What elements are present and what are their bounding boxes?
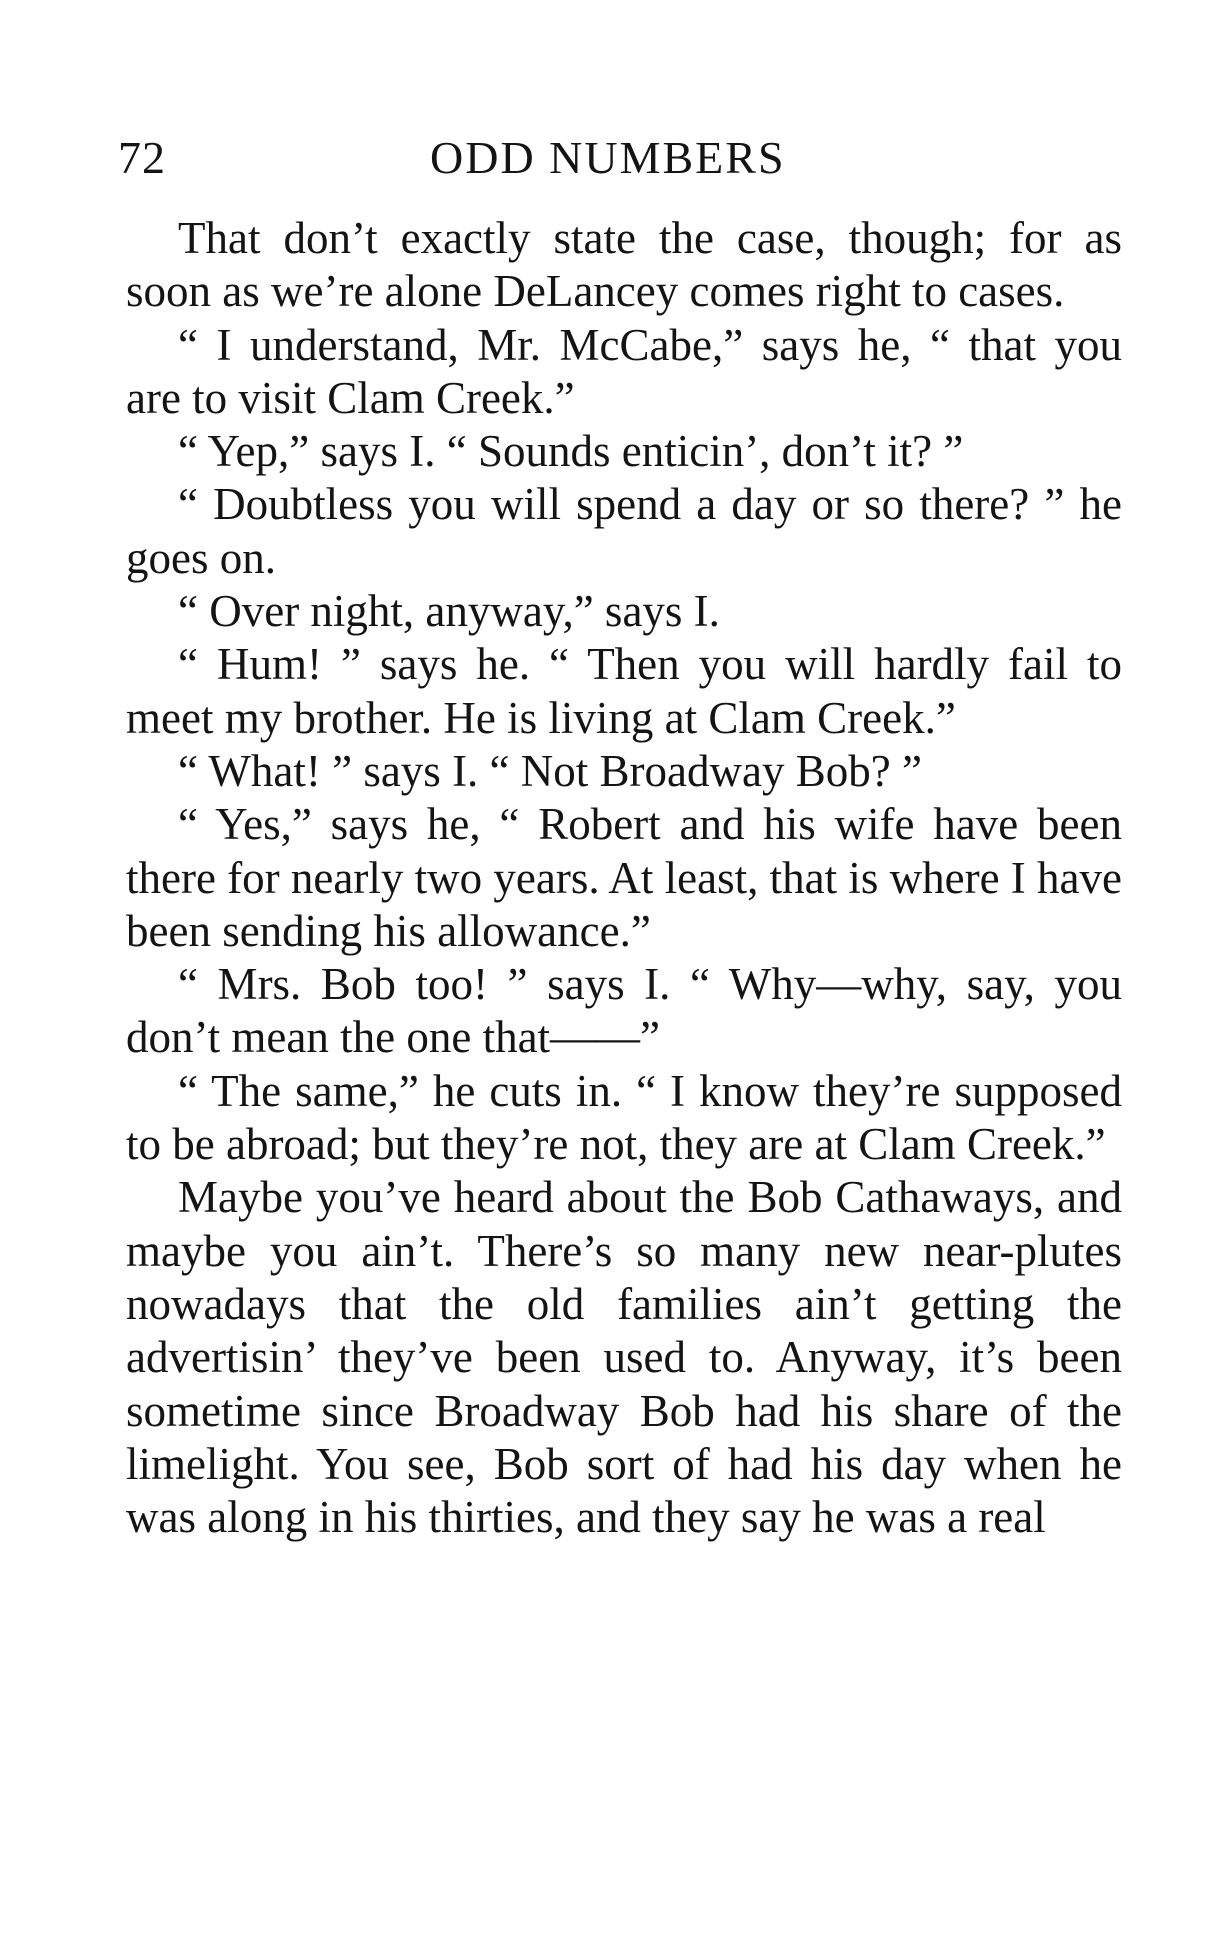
paragraph: “ Mrs. Bob too! ” says I. “ Why—why, say, you don’t mean the one that——” [126, 959, 1122, 1063]
paragraph: Maybe you’ve heard about the Bob Cathaways, and maybe you ain’t. There’s so many new near-plutes nowadays that the old families ain’t getting the advertisin’ they’ve been used to. Anyway, it’s been sometime since Broadway Bob had his share of the limelight. You see, Bob sort of had his day when he was along in his thirties, and they say he was a real [126, 1172, 1122, 1543]
paragraph: “ Over night, anyway,” says I. [178, 586, 720, 637]
paragraph: “ Doubtless you will spend a day or so there? ” he goes on. [126, 479, 1122, 583]
paragraph: “ Yep,” says I. “ Sounds enticin’, don’t it? ” [178, 426, 964, 477]
running-title: ODD NUMBERS [430, 132, 786, 183]
paragraph: “ What! ” says I. “ Not Broadway Bob? ” [178, 745, 922, 796]
paragraph: “ Yes,” says he, “ Robert and his wife have been there for nearly two years. At least, that is where I have been sending his allowance.” [126, 799, 1122, 956]
paragraph: “ I understand, Mr. McCabe,” says he, “ that you are to visit Clam Creek.” [126, 319, 1122, 423]
text-body [126, 212, 1122, 1544]
paragraph: “ Hum! ” says he. “ Then you will hardly fail to meet my brother. He is living at Clam Creek.” [126, 639, 1122, 743]
running-head [118, 128, 1130, 188]
paragraph: That don’t exactly state the case, though; for as soon as we’re alone DeLancey comes right to cases. [126, 213, 1122, 317]
page-number: 72 [118, 132, 166, 183]
paragraph: “ The same,” he cuts in. “ I know they’re supposed to be abroad; but they’re not, they are at Clam Creek.” [126, 1065, 1122, 1170]
